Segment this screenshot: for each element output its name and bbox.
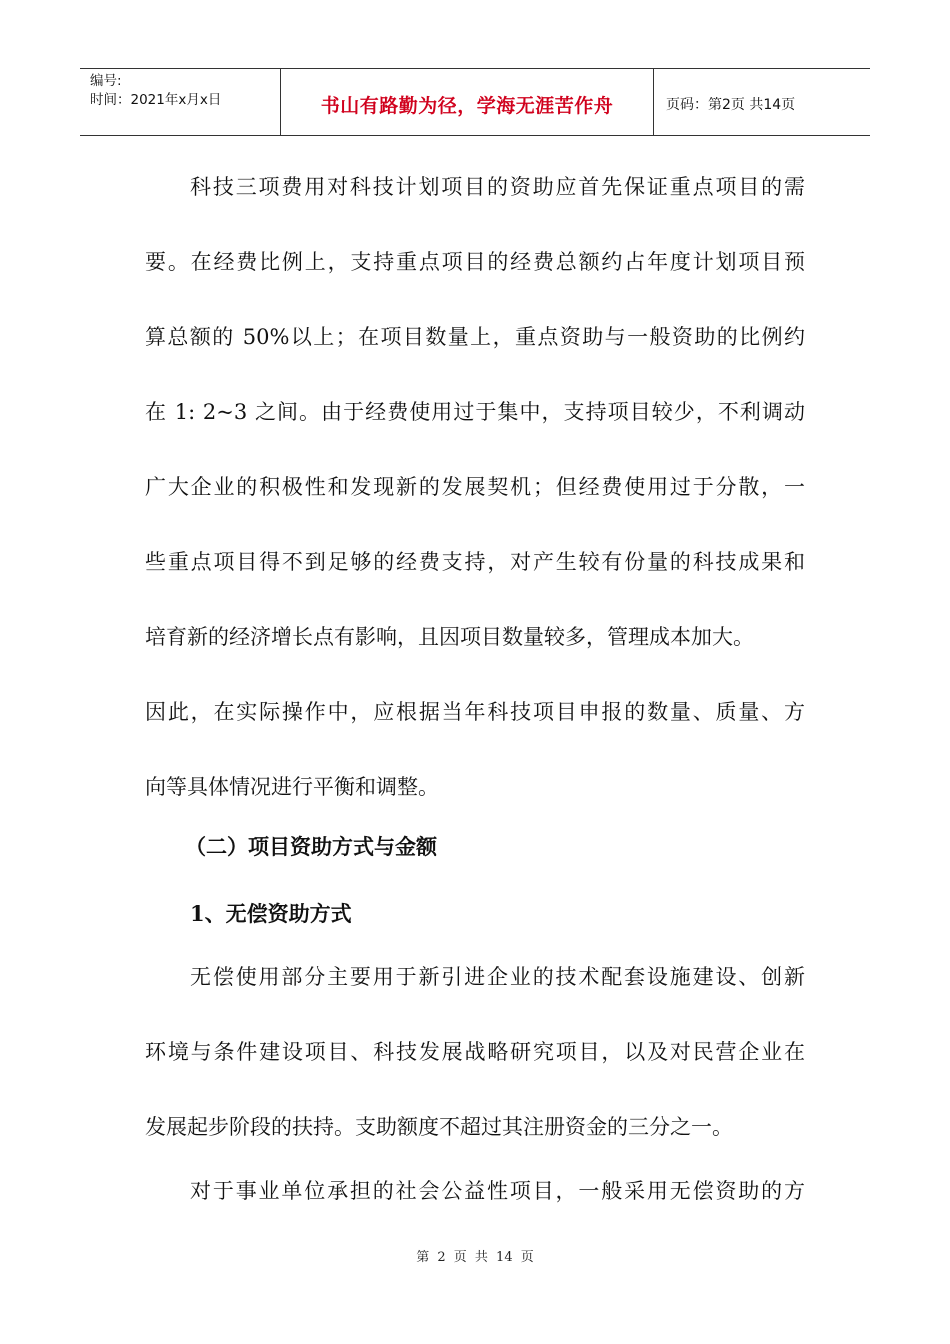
document-header: [80, 68, 870, 136]
paragraph-line: 发展起步阶段的扶持。支助额度不超过其注册资金的三分之一。: [145, 1115, 733, 1139]
subsection-heading: 1、无偿资助方式: [190, 901, 352, 926]
header-motto: 书山有路勤为径，学海无涯苦作舟: [320, 94, 614, 117]
header-meta-cell: [80, 69, 281, 135]
header-motto-cell: [281, 69, 654, 135]
paragraph-line: 因此，在实际操作中，应根据当年科技项目申报的数量、质量、方: [145, 700, 805, 724]
paragraph-line: 些重点项目得不到足够的经费支持，对产生较有份量的科技成果和: [145, 550, 805, 574]
header-page-info: 页码：第2页 共14页: [666, 97, 796, 113]
header-number-label: 编号:: [90, 73, 122, 89]
paragraph-line: 向等具体情况进行平衡和调整。: [145, 775, 439, 799]
paragraph-line: 培育新的经济增长点有影响，且因项目数量较多，管理成本加大。: [145, 625, 754, 649]
paragraph-line: 对于事业单位承担的社会公益性项目，一般采用无偿资助的方: [190, 1179, 805, 1203]
paragraph-line: 要。在经费比例上，支持重点项目的经费总额约占年度计划项目预: [145, 250, 805, 274]
paragraph-line: 环境与条件建设项目、科技发展战略研究项目，以及对民营企业在: [145, 1040, 805, 1064]
paragraph-line: 算总额的 50%以上；在项目数量上，重点资助与一般资助的比例约: [145, 325, 805, 349]
header-time-label: 时间：2021年x月x日: [90, 92, 222, 108]
section-heading: （二）项目资助方式与金额: [185, 834, 437, 859]
page-footer: 第 2 页 共 14 页: [416, 1250, 534, 1265]
paragraph-line: 广大企业的积极性和发现新的发展契机；但经费使用过于分散，一: [145, 475, 805, 499]
paragraph-line: 科技三项费用对科技计划项目的资助应首先保证重点项目的需: [190, 175, 805, 199]
paragraph-line: 在 1: 2~3 之间。由于经费使用过于集中，支持项目较少，不利调动: [145, 400, 805, 424]
header-page-cell: [654, 69, 870, 135]
paragraph-line: 无偿使用部分主要用于新引进企业的技术配套设施建设、创新: [190, 965, 805, 989]
